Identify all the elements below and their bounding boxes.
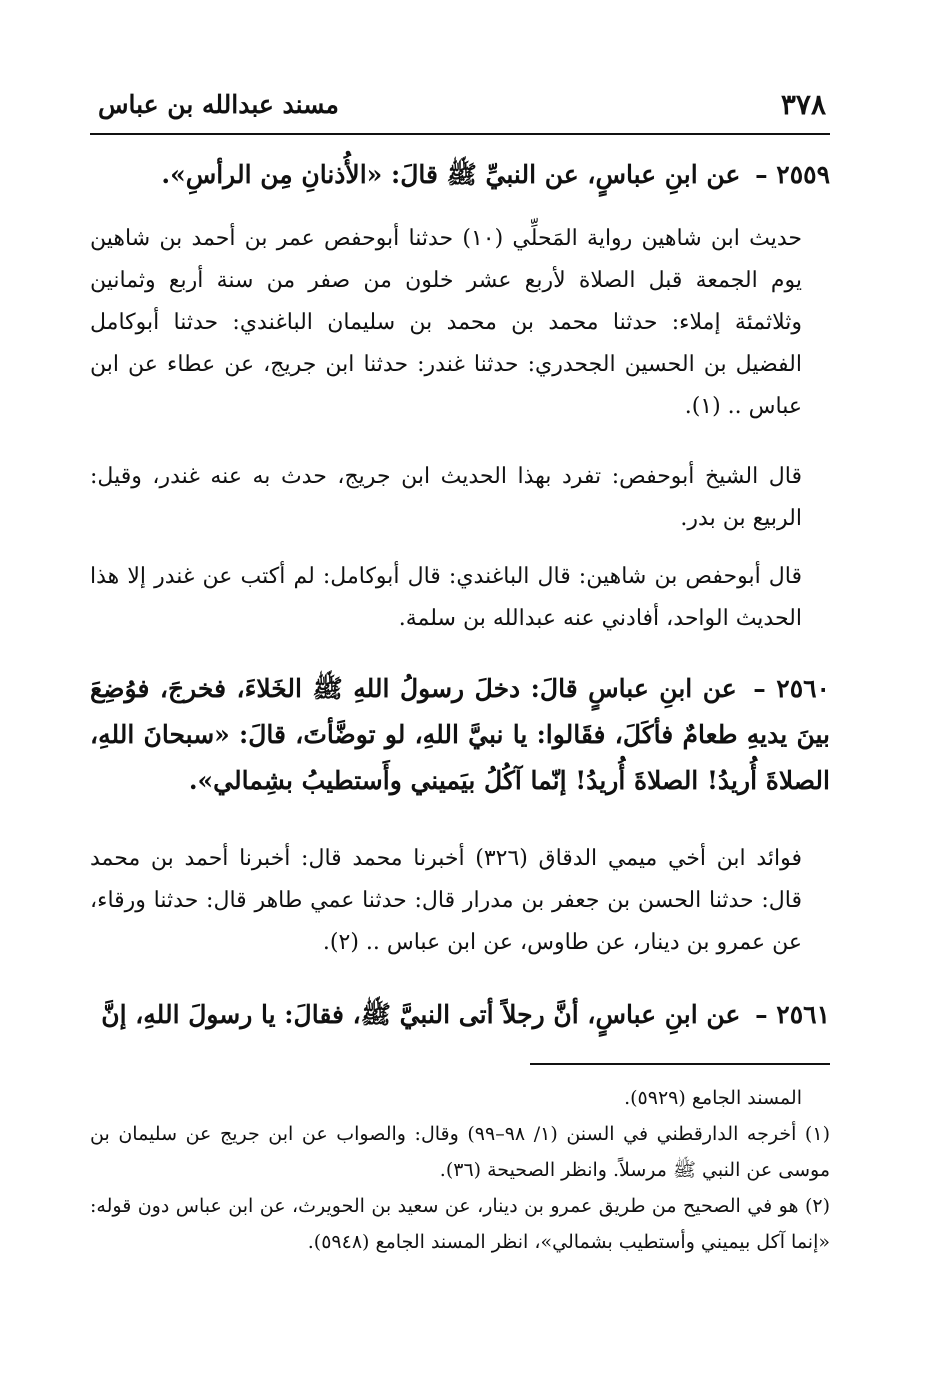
hadith-number: ٢٥٦١ – [755, 1000, 830, 1029]
hadith-text: عن ابنِ عباسٍ قالَ: دخلَ رسولُ اللهِ ﷺ الخَلاءَ، فخرجَ، فوُضِعَ بينَ يديهِ طعامٌ فأكَلَ، فقَالوا: يا نبيَّ اللهِ، لو توضَّأتَ، قالَ: «سبحانَ اللهِ، الصلاةَ أُريدُ! الصلاةَ أُريدُ! إنّما آكُلُ بيَميني وأَستطيبُ بشِمالي». [90, 674, 830, 795]
footnote-item: (٢) هو في الصحيح من طريق عمرو بن دينار، عن سعيد بن الحويرث، عن ابن عباس دون قوله: «إنما آكل بيميني وأستطيب بشمالي»، انظر المسند الجامع (٥٩٤٨). [90, 1195, 830, 1253]
hadith-number: ٢٥٦٠ – [753, 674, 830, 703]
book-page [90, 70, 830, 1330]
commentary-paragraph: قال الشيخ أبوحفص: تفرد بهذا الحديث ابن جريج، حدث به عنه غندر، وقيل: الربيع بن بدر. [90, 464, 802, 531]
footnotes [90, 1080, 830, 1260]
hadith-number: ٢٥٥٩ – [755, 160, 830, 189]
commentary-paragraph: قال أبوحفص بن شاهين: قال الباغندي: قال أبوكامل: لم أكتب عن غندر إلا هذا الحديث الواحد، أفادني عنه عبدالله بن سلمة. [90, 564, 802, 631]
running-title: مسند عبدالله بن عباس [98, 90, 339, 119]
page-header [90, 88, 830, 132]
footnote-intro: المسند الجامع (٥٩٢٩). [624, 1087, 802, 1109]
footnote-item: (١) أخرجه الدارقطني في السنن (١/ ٩٨–٩٩) وقال: والصواب عن ابن جريج عن سليمان بن موسى عن النبي ﷺ مرسلاً. وانظر الصحيحة (٣٦). [90, 1123, 830, 1181]
hadith-2561 [90, 992, 830, 1038]
hadith-2559 [90, 152, 830, 198]
page-number: ٣٧٨ [780, 88, 826, 121]
hadith-2560 [90, 666, 830, 804]
hadith-text: عن ابنِ عباسٍ، أنَّ رجلاً أتى النبيَّ ﷺ، فقالَ: يا رسولَ اللهِ، إنَّ [101, 1000, 741, 1029]
source-paragraph: فوائد ابن أخي ميمي الدقاق (٣٢٦) أخبرنا محمد قال: أخبرنا أحمد بن محمد قال: حدثنا الحسن بن جعفر بن مدرار قال: حدثنا عمي طاهر قال: حدثنا ورقاء، عن عمرو بن دينار، عن طاوس، عن ابن عباس .. (٢). [90, 846, 802, 955]
header-rule [90, 133, 830, 135]
footnote-separator [530, 1063, 830, 1065]
hadith-text: عن ابنِ عباسٍ، عن النبيِّ ﷺ قالَ: «الأُذنانِ مِن الرأسِ». [161, 160, 741, 189]
source-paragraph: حديث ابن شاهين رواية المَحلِّي (١٠) حدثنا أبوحفص عمر بن أحمد بن شاهين يوم الجمعة قبل الصلاة لأربع عشر خلون من صفر من سنة أربع وثمانين وثلاثمئة إملاء: حدثنا محمد بن محمد بن سليمان الباغندي: حدثنا أبوكامل الفضيل بن الحسين الجحدري: حدثنا غندر: حدثنا ابن جريج، عن عطاء عن ابن عباس .. (١). [90, 226, 802, 419]
